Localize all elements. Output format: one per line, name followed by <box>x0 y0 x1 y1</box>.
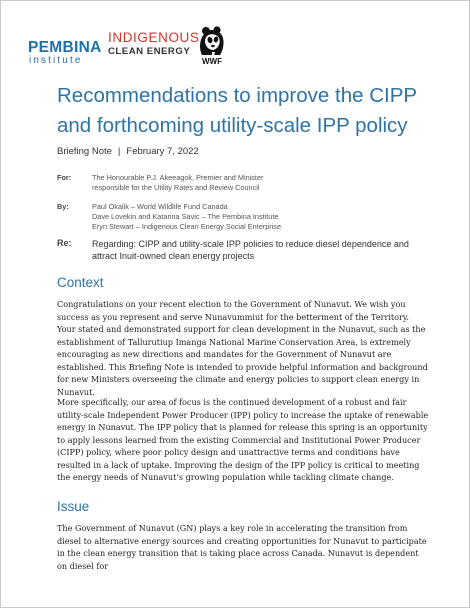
for-line: responsible for the Utility Rates and Review Council <box>92 183 260 192</box>
pembina-logo-wordmark: PEMBINA <box>28 39 102 56</box>
indigenous-clean-energy-logo <box>108 31 200 58</box>
ice-logo-line1: INDIGENOUS <box>108 30 200 45</box>
pembina-institute-logo <box>28 40 102 66</box>
document-title: Recommendations to improve the CIPP and forthcoming utility-scale IPP policy <box>57 84 417 137</box>
for-label: For: <box>57 173 72 182</box>
issue-heading: Issue <box>57 499 90 514</box>
document-meta-line <box>57 146 199 157</box>
document-date: February 7, 2022 <box>126 146 199 157</box>
context-paragraph-1: Congratulations on your recent election to the Government of Nunavut. We wish you success as you represent and serve Nunavummiut for the betterment of the Territory. Your stated and demonstrated support for clean development in the Nunavut, such as the establishment of Tallurutiup Imanga National Marine Conservation Area, is extremely encouraging as new directions and mandates for the Government of Nunavut are established. This Briefing Note is intended to provide helpful information and background for new Ministers overseeing the climate and energy policies to support clean energy in Nunavut. <box>57 299 428 397</box>
re-label: Re: <box>57 238 72 248</box>
re-text: Regarding: CIPP and utility-scale IPP policies to reduce diesel dependence and attract Inuit-owned clean energy projects <box>92 239 409 261</box>
context-paragraph-2: More specifically, our area of focus is the continued development of a robust and fair utility-scale Independent Power Producer (IPP) policy to increase the uptake of renewable energy in Nunavut. The IPP policy that is planned for release this spring is an opportunity to apply lessons learned from the existing Commercial and Institutional Power Producer (CIPP) policy, where poor policy design and unattractive terms and conditions have resulted in a lack of uptake. Improving the design of the IPP policy is critical to meeting the energy needs of Nunavut’s growing population while tackling climate change. <box>57 397 429 482</box>
ice-logo-line2: CLEAN ENERGY <box>108 46 191 57</box>
context-heading: Context <box>57 275 104 290</box>
wwf-panda-logo <box>196 25 228 67</box>
pembina-logo-subtitle: institute <box>29 55 83 66</box>
wwf-logo-text: WWF <box>202 57 222 66</box>
by-line: Dave Lovekin and Katarina Savic – The Pembina Institute <box>92 212 279 221</box>
meta-separator: | <box>117 146 121 157</box>
for-recipients <box>92 173 412 193</box>
by-line: Eryn Stewart – Indigenous Clean Energy Social Enterprise <box>92 222 282 231</box>
document-type: Briefing Note <box>57 146 112 157</box>
panda-icon <box>196 25 228 57</box>
by-label: By: <box>57 202 69 211</box>
by-authors <box>92 202 412 232</box>
by-line: Paul Okalik – World Wildlife Fund Canada <box>92 202 228 211</box>
issue-paragraph-1: The Government of Nunavut (GN) plays a key role in accelerating the transition from diesel to alternative energy sources and creating opportunities for Nunavut to participate in the clean energy transition that is taking place across Canada. Nunavut is dependent on diesel for <box>57 523 427 571</box>
partner-logos <box>28 25 228 70</box>
for-line: The Honourable P.J. Akeeagok, Premier and Minister <box>92 173 264 182</box>
